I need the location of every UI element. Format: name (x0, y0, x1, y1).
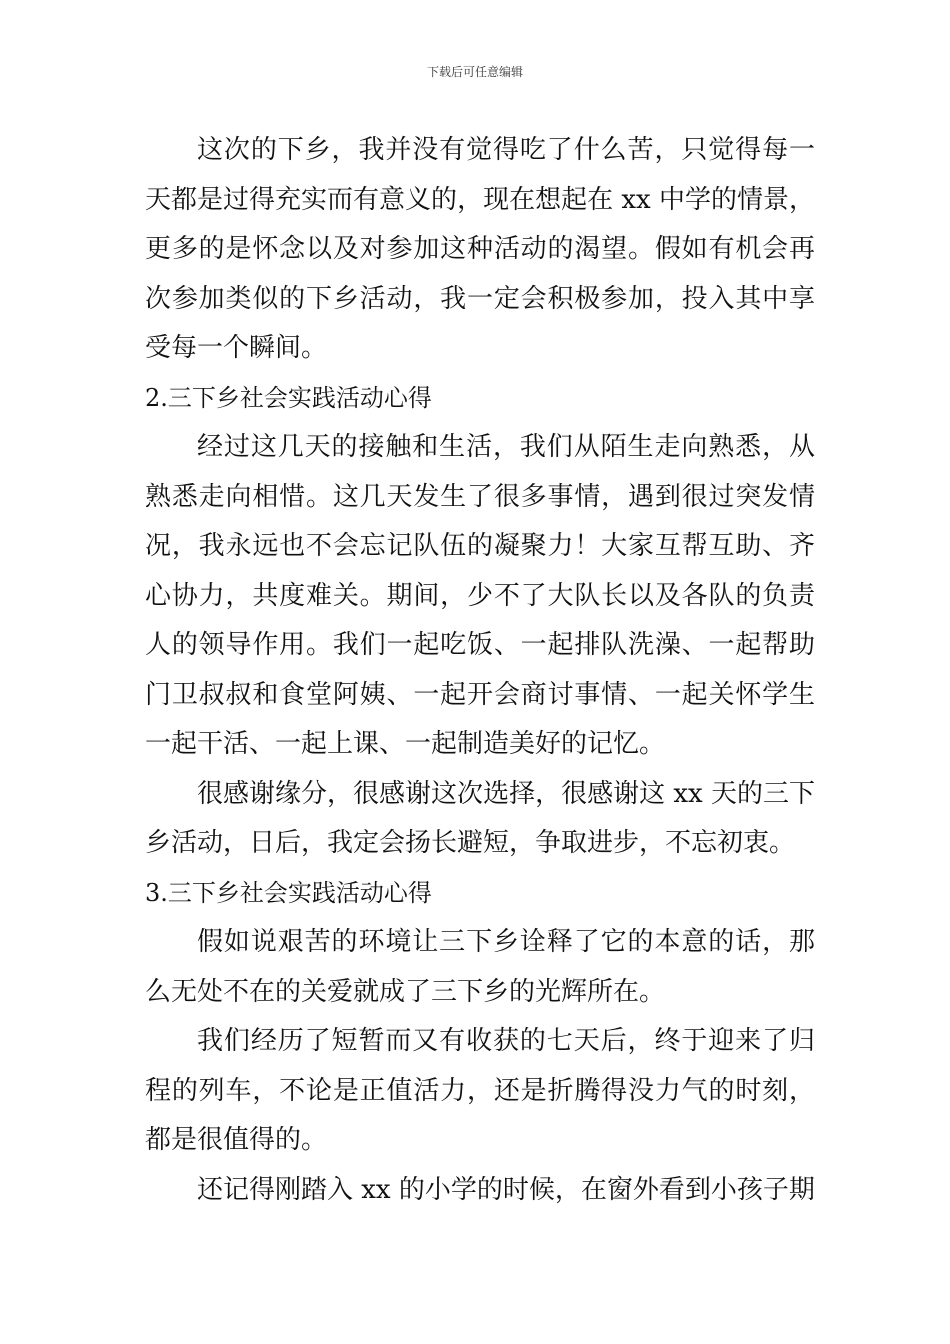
paragraph-5: 我们经历了短暂而又有收获的七天后，终于迎来了归程的列车，不论是正值活力，还是折腾得没力气的时刻，都是很值得的。 (145, 1026, 815, 1155)
paragraph-1: 这次的下乡，我并没有觉得吃了什么苦，只觉得每一天都是过得充实而有意义的，现在想起在 xx 中学的情景，更多的是怀念以及对参加这种活动的渴望。假如有机会再次参加类似的下乡活动，我一定会积极参加，投入其中享受每一个瞬间。 (145, 135, 815, 363)
paragraph-4: 假如说艰苦的环境让三下乡诠释了它的本意的话，那么无处不在的关爱就成了三下乡的光辉所在。 (145, 927, 815, 1007)
document-body (145, 126, 815, 1215)
page-header: 下载后可任意编辑 (426, 65, 523, 79)
section-heading-2: 2.三下乡社会实践活动心得 (145, 383, 432, 412)
section-heading-3: 3.三下乡社会实践活动心得 (145, 878, 432, 907)
paragraph-3: 很感谢缘分，很感谢这次选择，很感谢这 xx 天的三下乡活动，日后，我定会扬长避短，争取进步，不忘初衷。 (145, 778, 815, 858)
paragraph-2: 经过这几天的接触和生活，我们从陌生走向熟悉，从熟悉走向相惜。这几天发生了很多事情，遇到很过突发情况，我永远也不会忘记队伍的凝聚力！大家互帮互助、齐心协力，共度难关。期间，少不了大队长以及各队的负责人的领导作用。我们一起吃饭、一起排队洗澡、一起帮助门卫叔叔和食堂阿姨、一起开会商讨事情、一起关怀学生一起干活、一起上课、一起制造美好的记忆。 (145, 432, 815, 759)
paragraph-6: 还记得刚踏入 xx 的小学的时候，在窗外看到小孩子期 (197, 1174, 815, 1205)
